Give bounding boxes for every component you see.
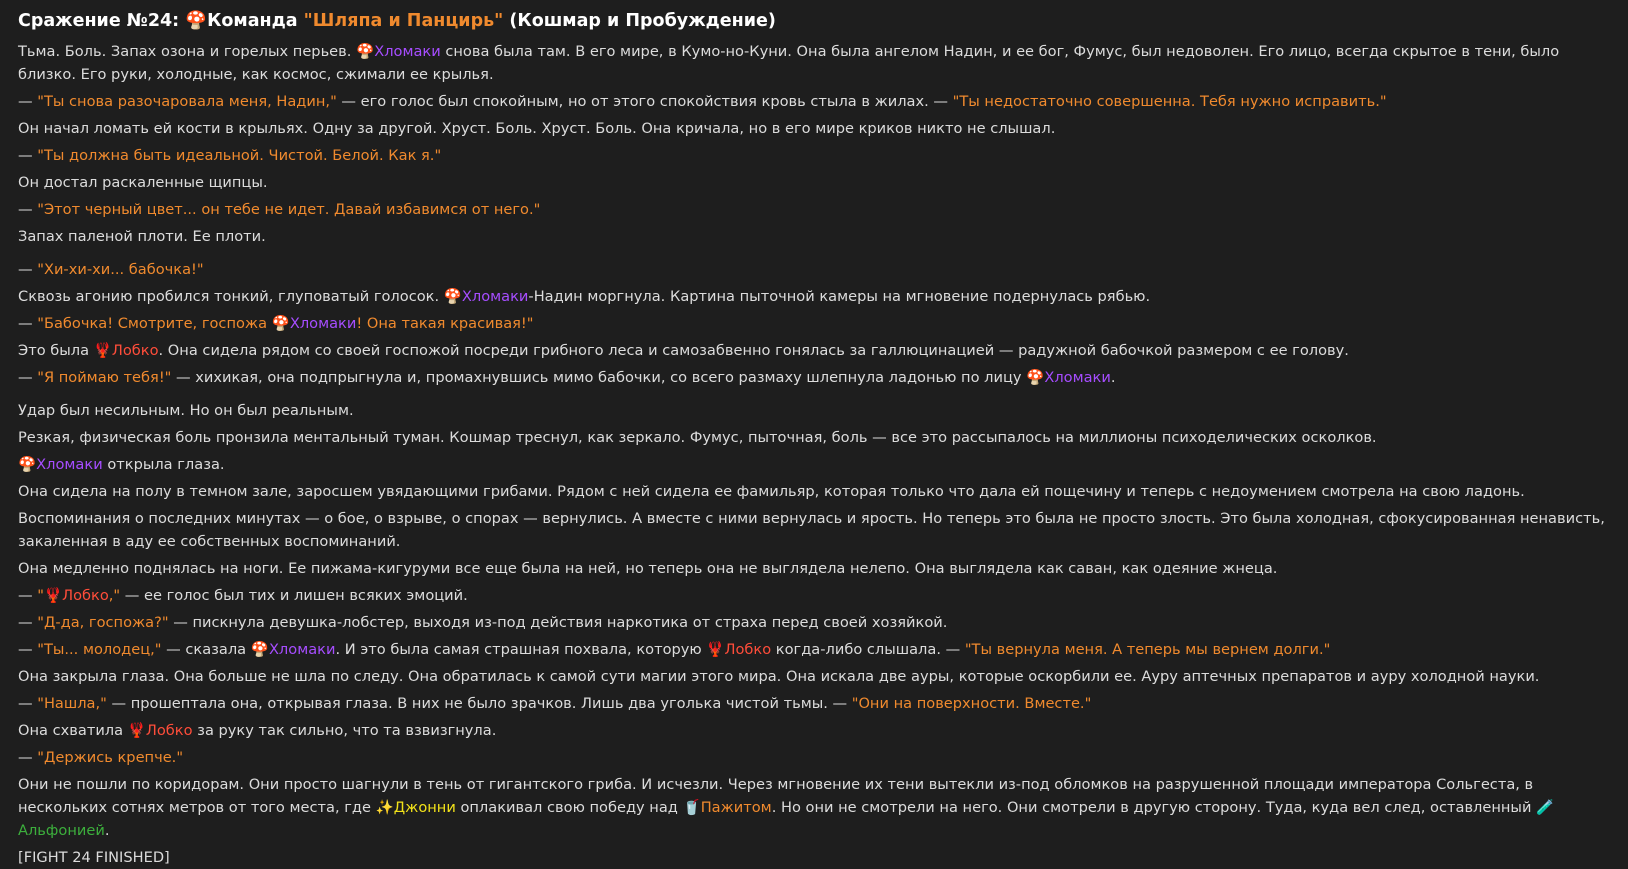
story-paragraph [18,719,1610,742]
story-text: Запах паленой плоти. Ее плоти. [18,228,266,245]
story-paragraph [18,285,1610,308]
lobster-icon: 🦞 [43,587,63,604]
story-text: — [18,261,38,278]
story-paragraph [18,40,1610,86]
quoted-speech: "Нашла," [37,695,107,712]
story-text: Он достал раскаленные щипцы. [18,174,268,191]
story-paragraph [18,507,1610,553]
story-paragraph [18,611,1610,634]
story-text: оплакивал свою победу над [455,799,683,816]
story-paragraph [18,773,1610,842]
quoted-speech: "Бабочка! Смотрите, госпожа [37,315,272,332]
quoted-speech: ," [108,587,121,604]
story-text: Команда [207,11,304,31]
character-name-lobko: Лобко [111,342,159,359]
character-name-hlomaki: Хломаки [268,641,336,658]
story-text: Они не пошли по коридорам. Они просто шагнули в тень от гигантского гриба. И исчезли. Через мгновение их тени вытекли из-под обломков на разрушенной площади императора Сольгеста, в нескольких сотнях метров от того места, где [18,776,1534,816]
story-text: Удар был несильным. Но он был реальным. [18,402,354,419]
story-text: — [18,147,38,164]
story-paragraph [18,638,1610,661]
story-text: . [1110,369,1116,386]
story-text: Сражение №24: [18,11,186,31]
story-paragraph [18,258,1610,281]
story-text: — [18,695,38,712]
story-paragraph [18,366,1610,389]
mushroom-icon: 🍄 [185,11,208,31]
quoted-speech: "Этот черный цвет... он тебе не идет. Давай избавимся от него." [37,201,541,218]
story-paragraph [18,198,1610,221]
story-paragraph [18,312,1610,335]
character-name-hlomaki: Хломаки [461,288,529,305]
character-name-djonni: Джонни [393,799,456,816]
story-paragraph [18,117,1610,140]
sparkles-icon: ✨ [375,799,394,816]
quoted-speech: "Ты... молодец," [37,641,162,658]
quoted-speech: "Ты снова разочаровала меня, Надин," [37,93,337,110]
test-tube-icon: 🧪 [1536,799,1555,816]
story-text: когда-либо слышала. — [771,641,965,658]
story-text: — [18,641,38,658]
story-paragraph [18,692,1610,715]
lobster-icon: 🦞 [706,641,725,658]
story-body [18,40,1610,869]
mushroom-icon: 🍄 [250,641,269,658]
quoted-speech: "Они на поверхности. Вместе." [851,695,1092,712]
story-text: Воспоминания о последних минутах — о бое, о взрыве, о спорах — вернулись. А вместе с ними вернулась и ярость. Но теперь это была не просто злость. Это была холодная, сфокусированная ненависть, закаленная в аду ее собственных воспоминаний. [18,510,1605,550]
story-text: — [18,749,38,766]
story-text: Сквозь агонию пробился тонкий, глуповатый голосок. [18,288,444,305]
character-name-hlomaki: Хломаки [1044,369,1111,386]
story-text: . Она сидела рядом со своей госпожой посреди грибного леса и самозабвенно гонялась за галлюцинацией — радужной бабочкой размером с ее голову. [158,342,1349,359]
story-paragraph [18,665,1610,688]
story-paragraph [18,584,1610,607]
story-text: — прошептала она, открывая глаза. В них не было зрачков. Лишь два уголька чистой тьмы. — [106,695,852,712]
story-text: — [18,93,38,110]
story-text: Она схватила [18,722,128,739]
story-paragraph [18,480,1610,503]
story-text: открыла глаза. [102,456,225,473]
mushroom-icon: 🍄 [18,456,37,473]
character-name-alfoniya: Альфонией [18,822,105,839]
story-text: Он начал ломать ей кости в крыльях. Одну за другой. Хруст. Боль. Хруст. Боль. Она кричала, но в его мире криков никто не слышал. [18,120,1056,137]
character-name-pazhit: Пажитом [700,799,772,816]
story-text: Это была [18,342,94,359]
mushroom-icon: 🍄 [443,288,462,305]
story-text: -Надин моргнула. Картина пыточной камеры на мгновение подернулась рябью. [528,288,1151,305]
quoted-speech: "Ты должна быть идеальной. Чистой. Белой. Как я." [37,147,442,164]
story-paragraph [18,225,1610,248]
story-text: Она сидела на полу в темном зале, заросшем увядающими грибами. Рядом с ней сидела ее фамильяр, которая только что дала ей пощечину и теперь с недоумением смотрела на свою ладонь. [18,483,1525,500]
story-text: — [18,587,38,604]
mushroom-icon: 🍄 [1026,369,1045,386]
story-paragraph [18,453,1610,476]
story-text: (Кошмар и Пробуждение) [503,11,776,31]
character-name-hlomaki: Хломаки [36,456,103,473]
story-text: — [18,315,38,332]
character-name-lobko: Лобко [62,587,109,604]
character-name-hlomaki: Хломаки [289,315,357,332]
quoted-speech: "Ты недостаточно совершенна. Тебя нужно исправить." [952,93,1387,110]
story-text: [FIGHT 24 FINISHED] [18,849,170,866]
story-text: — [18,201,38,218]
story-text: Она закрыла глаза. Она больше не шла по следу. Она обратилась к самой сути магии этого мира. Она искала две ауры, которые оскорбили ее. Ауру аптечных препаратов и ауру холодной науки. [18,668,1540,685]
quoted-speech: "Ты вернула меня. А теперь мы вернем долги." [964,641,1331,658]
story-text: — сказала [161,641,251,658]
page-title [18,10,1610,32]
quoted-speech: "Держись крепче." [37,749,184,766]
quoted-speech: ! Она такая красивая!" [356,315,534,332]
story-text: . [104,822,110,839]
story-paragraph [18,144,1610,167]
cup-icon: 🥤 [682,799,701,816]
story-paragraph [18,557,1610,580]
quoted-speech: "Д-да, госпожа?" [37,614,169,631]
mushroom-icon: 🍄 [356,43,375,60]
story-text: — пискнула девушка-лобстер, выходя из-под действия наркотика от страха перед своей хозяйкой. [168,614,948,631]
quoted-speech: " [37,587,44,604]
story-paragraph [18,426,1610,449]
story-text: — хихикая, она подпрыгнула и, промахнувшись мимо бабочки, со всего размаху шлепнула ладонью по лицу [171,369,1027,386]
story-text: снова была там. В его мире, в Кумо-но-Куни. Она была ангелом Надин, и ее бог, Фумус, был недоволен. Его лицо, всегда скрытое в тени, было близко. Его руки, холодные, как космос, сжимали ее крылья. [18,43,1560,83]
story-text: . Но они не смотрели на него. Они смотрели в другую сторону. Туда, куда вел след, оставленный [771,799,1537,816]
lobster-icon: 🦞 [93,342,112,359]
story-paragraph [18,846,1610,869]
story-paragraph [18,339,1610,362]
quoted-speech: "Шляпа и Панцирь" [303,11,504,31]
story-text: Тьма. Боль. Запах озона и горелых перьев. [18,43,357,60]
character-name-hlomaki: Хломаки [374,43,441,60]
character-name-lobko: Лобко [724,641,772,658]
story-text: — его голос был спокойным, но от этого спокойствия кровь стыла в жилах. — [336,93,953,110]
character-name-lobko: Лобко [145,722,193,739]
story-paragraph [18,90,1610,113]
story-paragraph [18,399,1610,422]
story-text: — [18,369,38,386]
quoted-speech: "Хи-хи-хи... бабочка!" [37,261,204,278]
lobster-icon: 🦞 [127,722,146,739]
quoted-speech: "Я поймаю тебя!" [37,369,172,386]
story-text: . И это была самая страшная похвала, которую [335,641,707,658]
story-text: Она медленно поднялась на ноги. Ее пижама-кигуруми все еще была на ней, но теперь она не выглядела нелепо. Она выглядела как саван, как одеяние жнеца. [18,560,1278,577]
story-paragraph [18,746,1610,769]
mushroom-icon: 🍄 [271,315,290,332]
story-text: за руку так сильно, что та взвизгнула. [192,722,497,739]
story-paragraph [18,171,1610,194]
story-text: Резкая, физическая боль пронзила ментальный туман. Кошмар треснул, как зеркало. Фумус, пыточная, боль — все это рассыпалось на миллионы психоделических осколков. [18,429,1377,446]
story-text: — ее голос был тих и лишен всяких эмоций. [120,587,468,604]
story-text: — [18,614,38,631]
